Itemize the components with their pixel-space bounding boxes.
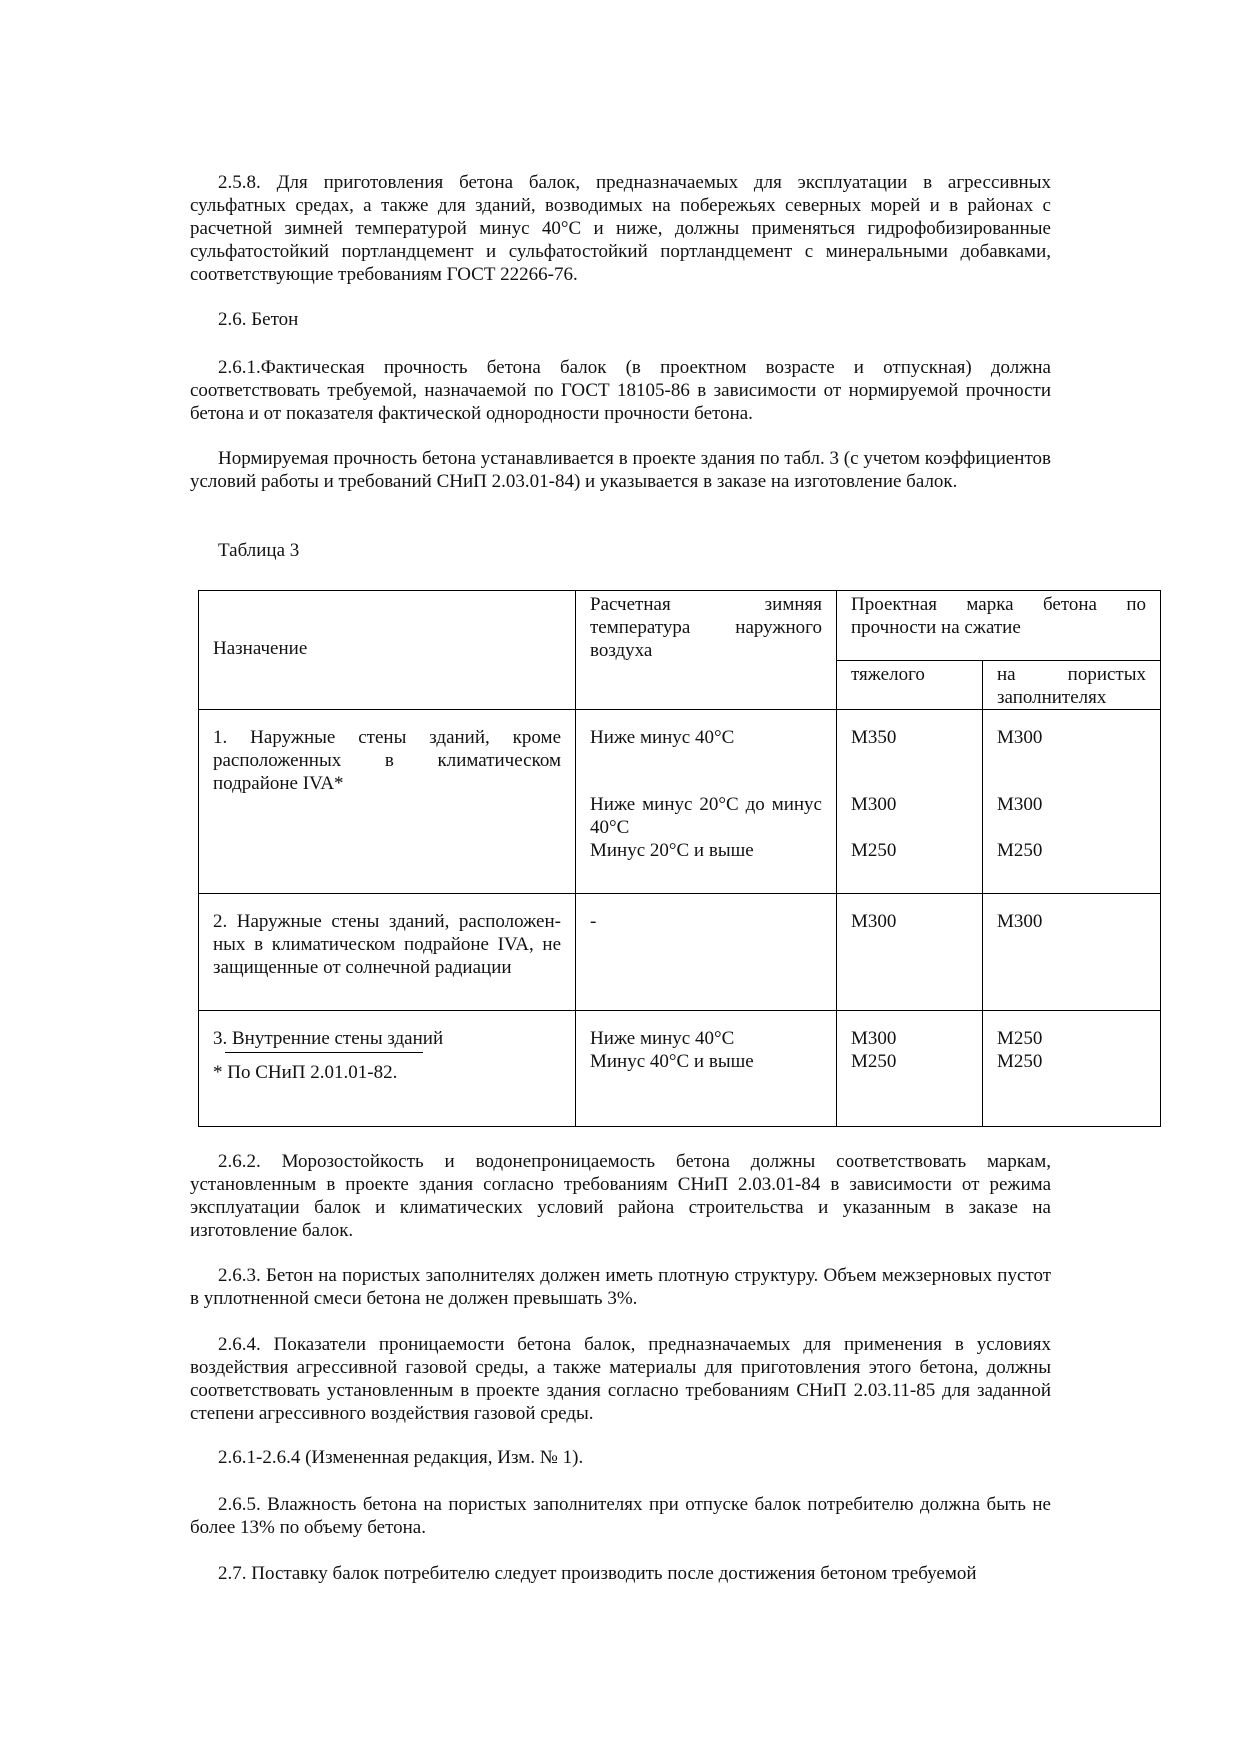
row2-temperature-cell xyxy=(576,894,837,1011)
row3-temperature-cell xyxy=(576,1011,837,1127)
row1-heavy-1: М350 xyxy=(851,727,897,748)
paragraph-2-6-2: 2.6.2. Морозостойкость и водонепроницаемость бетона должны соответствовать маркам, установленным в проекте здания согласно требованиям СНиП 2.03.01-84 в зависимости от режима эксплуатации балок и климатических условий района строительства и указанным в заказе на изготовление балок. xyxy=(190,1151,1051,1241)
table-row xyxy=(199,1011,1161,1127)
row3-temp-2: Минус 40°С и выше xyxy=(590,1051,754,1072)
row2-purpose-cell xyxy=(199,894,576,1011)
row1-purpose: 1. Наружные стены зданий, кроме расположенных в климатическом подрайоне IVA* xyxy=(213,727,561,794)
row1-porous-3: М250 xyxy=(997,840,1043,861)
header-heavy-cell xyxy=(837,661,983,710)
paragraph-amendment: 2.6.1-2.6.4 (Измененная редакция, Изм. № 1). xyxy=(218,1447,584,1468)
paragraph-2-5-8: 2.5.8. Для приготовления бетона балок, предназначаемых для эксплуатации в агрессивных сульфатных средах, а также для зданий, возводимых на побережьях северных морей и в районах с расчетной зимней температурой минус 40°С и ниже, должны применяться гидрофобизированные сульфатостойкий портландцемент и сульфатостойкий портландцемент с минеральными добавками, соответствующие требованиям ГОСТ 22266-76. xyxy=(190,172,1051,285)
row1-temp-2: Ниже минус 20°С до минус 40°С xyxy=(590,794,822,838)
row3-purpose: 3. Внутренние стены зданий xyxy=(213,1028,444,1049)
header-heavy: тяжелого xyxy=(851,664,925,685)
table-header-row xyxy=(199,591,1161,661)
paragraph-2-7: 2.7. Поставку балок потребителю следует производить после достижения бетоном требуемой xyxy=(218,1563,977,1584)
row3-porous-2: М250 xyxy=(997,1051,1043,1072)
row1-heavy-3: М250 xyxy=(851,840,897,861)
row2-heavy: М300 xyxy=(851,911,897,932)
row1-porous-1: М300 xyxy=(997,727,1043,748)
row1-porous-2: М300 xyxy=(997,794,1043,815)
header-grade-cell xyxy=(837,591,1161,661)
row3-heavy-2: М250 xyxy=(851,1051,897,1072)
row1-porous-cell xyxy=(983,710,1161,894)
header-temperature-cell xyxy=(576,591,837,710)
row3-porous-1: М250 xyxy=(997,1028,1043,1049)
paragraph-2-6-1: 2.6.1.Фактическая прочность бетона балок (в проектном возрасте и отпускная) должна соответствовать требуемой, назначаемой по ГОСТ 18105-86 в зависимости от нормируемой прочности бетона и от показателя фактической однородности прочности бетона. xyxy=(190,357,1051,424)
row3-heavy-1: М300 xyxy=(851,1028,897,1049)
header-temperature: Расчетная зимняя температура наружного воздуха xyxy=(590,594,822,661)
row3-footnote: * По СНиП 2.01.01-82. xyxy=(213,1062,398,1083)
row1-purpose-cell xyxy=(199,710,576,894)
paragraph-2-6-5: 2.6.5. Влажность бетона на пористых заполнителях при отпуске балок потребителю должна быть не более 13% по объему бетона. xyxy=(190,1494,1051,1538)
row1-temperature-cell xyxy=(576,710,837,894)
row3-temp-1: Ниже минус 40°С xyxy=(590,1028,735,1049)
row1-temp-1: Ниже минус 40°С xyxy=(590,727,735,748)
header-porous-cell xyxy=(983,661,1161,710)
row3-porous-cell xyxy=(983,1011,1161,1127)
table-3 xyxy=(198,590,1161,1127)
row2-heavy-cell xyxy=(837,894,983,1011)
row1-heavy-2: М300 xyxy=(851,794,897,815)
header-purpose-cell xyxy=(199,591,576,710)
row2-purpose: 2. Наружные стены зданий, расположен-ных в климатическом подрайоне IVA, не защищенные от солнечной радиации xyxy=(213,911,561,978)
table-row xyxy=(199,894,1161,1011)
row2-porous: М300 xyxy=(997,911,1043,932)
footnote-divider xyxy=(225,1052,423,1053)
row1-heavy-cell xyxy=(837,710,983,894)
header-porous: на пористых заполнителях xyxy=(997,664,1147,708)
header-grade: Проектная марка бетона по прочности на сжатие xyxy=(851,594,1147,638)
paragraph-2-6-4: 2.6.4. Показатели проницаемости бетона балок, предназначаемых для применения в условиях воздействия агрессивной газовой среды, а также материалы для приготовления этого бетона, должны соответствовать установленным в проекте здания согласно требованиям СНиП 2.03.11-85 для заданной степени агрессивного воздействия газовой среды. xyxy=(190,1334,1051,1424)
header-purpose: Назначение xyxy=(213,638,308,659)
row2-temp: - xyxy=(590,911,597,932)
row1-temp-3: Минус 20°С и выше xyxy=(590,840,754,861)
table-caption: Таблица 3 xyxy=(218,540,300,561)
row3-purpose-cell xyxy=(199,1011,576,1127)
table-row xyxy=(199,710,1161,894)
paragraph-normative-strength: Нормируемая прочность бетона устанавливается в проекте здания по табл. 3 (с учетом коэффициентов условий работы и требований СНиП 2.03.01-84) и указывается в заказе на изготовление балок. xyxy=(190,448,1051,492)
row3-heavy-cell xyxy=(837,1011,983,1127)
paragraph-2-6-3: 2.6.3. Бетон на пористых заполнителях должен иметь плотную структуру. Объем межзерновых пустот в уплотненной смеси бетона не должен превышать 3%. xyxy=(190,1265,1051,1309)
section-heading-2-6: 2.6. Бетон xyxy=(218,309,299,330)
row2-porous-cell xyxy=(983,894,1161,1011)
